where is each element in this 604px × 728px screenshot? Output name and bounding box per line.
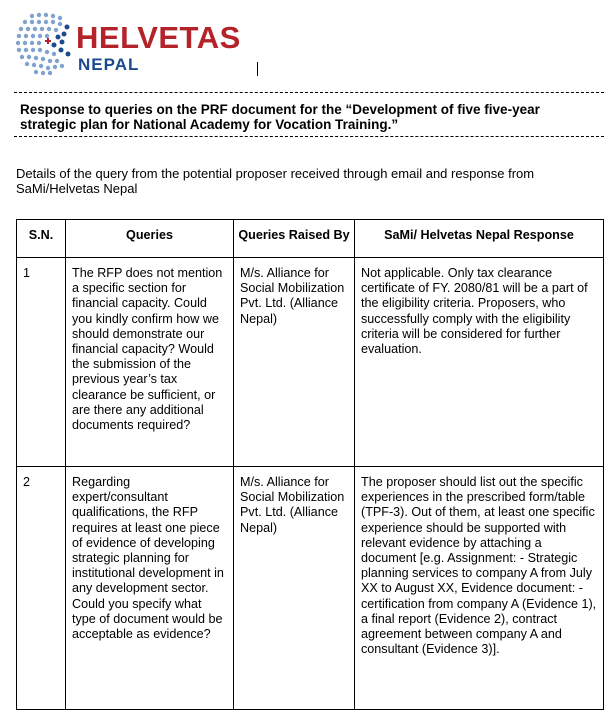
row-sn: 1 — [17, 258, 66, 467]
header-sn: S.N. — [17, 220, 66, 258]
intro-paragraph: Details of the query from the potential proposer received through email and response from SaMi/Helvetas Nepal — [16, 166, 535, 196]
title-top-rule — [14, 92, 604, 93]
logo-name: HELVETAS — [76, 20, 241, 55]
table-row — [17, 258, 604, 467]
header-queries: Queries — [66, 220, 234, 258]
text-cursor — [257, 62, 258, 76]
row-raised-by: M/s. Alliance for Social Mobilization Pvt. Ltd. (Alliance Nepal) — [234, 467, 355, 710]
row-response: The proposer should list out the specific experiences in the prescribed form/table (TPF-3). Out of them, at least one specific experience should be supported with relevant evidence by attaching a document [e.g. Assignment: - Strategic planning services to company A from July XX to August XX, Evidence document: - certification from company A (Evidence 1), a final report (Evidence 2), contract agreement between company A and consultant (Evidence 3)]. — [355, 467, 604, 710]
query-response-table — [16, 219, 604, 710]
table-header-row — [17, 220, 604, 258]
globe-logo-icon — [14, 10, 76, 76]
row-response: Not applicable. Only tax clearance certificate of FY. 2080/81 will be a part of the eligibility criteria. Proposers, who successfully comply with the eligibility criteria will be considered for further evaluation. — [355, 258, 604, 467]
logo-subtitle: NEPAL — [78, 55, 140, 74]
row-sn: 2 — [17, 467, 66, 710]
header-response: SaMi/ Helvetas Nepal Response — [355, 220, 604, 258]
document-title: Response to queries on the PRF document for the “Development of five five-year strategic plan for National Academy for Vocation Training.” — [20, 102, 540, 132]
helvetas-logo — [14, 10, 264, 78]
row-raised-by: M/s. Alliance for Social Mobilization Pvt. Ltd. (Alliance Nepal) — [234, 258, 355, 467]
row-query: Regarding expert/consultant qualifications, the RFP requires at least one piece of evidence of developing strategic planning for institutional development in any development sector. Could you specify what type of document would be acceptable as evidence? — [66, 467, 234, 710]
table-row — [17, 467, 604, 710]
title-bottom-rule — [14, 136, 604, 137]
row-query: The RFP does not mention a specific section for financial capacity. Could you kindly confirm how we should demonstrate our financial capacity? Would the submission of the previous year’s tax clearance be sufficient, or are there any additional documents required? — [66, 258, 234, 467]
header-raised-by: Queries Raised By — [234, 220, 355, 258]
